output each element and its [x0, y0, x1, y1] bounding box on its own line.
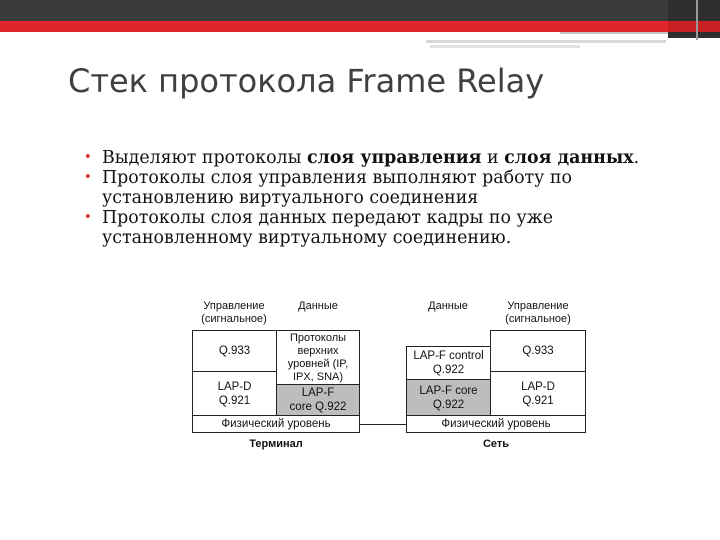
bullet-item	[80, 168, 680, 208]
bullet-dot-icon: •	[84, 150, 92, 165]
network-lapf-control-label: LAP-F control Q.922	[413, 350, 484, 376]
network-physical-label: Физический уровень	[441, 418, 551, 430]
bullet-text: .	[633, 148, 640, 168]
bullet-text: Выделяют протоколы	[102, 148, 307, 168]
bullet-text: Протоколы слоя данных передают кадры по уже установленному виртуальному соединению.	[102, 208, 554, 248]
header-grey-stripe	[426, 40, 666, 43]
slide-title: Стек протокола Frame Relay	[68, 62, 545, 100]
network-lapf-core-box	[406, 379, 491, 416]
link-line	[360, 424, 406, 425]
terminal-physical-label: Физический уровень	[221, 418, 331, 430]
header-corner-line	[696, 0, 698, 40]
terminal-upper-protocols-label: Протоколы верхних уровней (IP, IPX, SNA)	[287, 331, 349, 383]
terminal-q933-label: Q.933	[218, 345, 251, 357]
terminal-control-header: Управление (сигнальное)	[201, 300, 267, 325]
bullet-dot-icon: •	[84, 210, 92, 225]
network-lapd-box	[490, 371, 586, 416]
bullet-dot-icon: •	[84, 170, 92, 185]
bullet-list	[80, 148, 680, 248]
terminal-data-header: Данные	[298, 300, 338, 312]
network-data-header: Данные	[428, 300, 468, 312]
network-control-header: Управление (сигнальное)	[505, 300, 571, 325]
network-q933-label: Q.933	[522, 345, 554, 357]
bullet-text: Протоколы слоя управления выполняют работу по установлению виртуального соединения	[102, 168, 572, 208]
network-physical-box	[406, 415, 586, 433]
bullet-item	[80, 148, 680, 168]
network-q933-box	[490, 330, 586, 372]
bullet-bold-term: слоя данных	[504, 148, 634, 168]
network-label: Сеть	[482, 438, 510, 450]
terminal-lapd-label: LAP-D Q.921	[217, 380, 252, 407]
terminal-q933-box	[192, 330, 277, 372]
terminal-upper-protocols-box	[276, 330, 360, 385]
terminal-physical-box	[192, 415, 360, 433]
bullet-bold-term: слоя управления	[306, 148, 482, 168]
bullet-text: и	[481, 148, 505, 168]
terminal-lapf-core-box	[276, 384, 360, 416]
network-lapf-control-box	[406, 346, 491, 380]
terminal-lapd-box	[192, 371, 277, 416]
header-bar-dark	[0, 0, 720, 21]
protocol-stack-diagram	[188, 296, 592, 460]
header-grey-stripe-2	[430, 45, 580, 48]
terminal-label: Терминал	[249, 438, 303, 450]
header-corner-red	[668, 21, 720, 32]
bullet-item	[80, 208, 680, 248]
header-corner-block	[668, 0, 720, 38]
network-lapf-core-label: LAP-F core Q.922	[419, 384, 478, 411]
network-lapd-label: LAP-D Q.921	[521, 380, 555, 407]
header-bar-red	[0, 21, 720, 32]
terminal-lapf-core-label: LAP-F core Q.922	[289, 387, 347, 413]
